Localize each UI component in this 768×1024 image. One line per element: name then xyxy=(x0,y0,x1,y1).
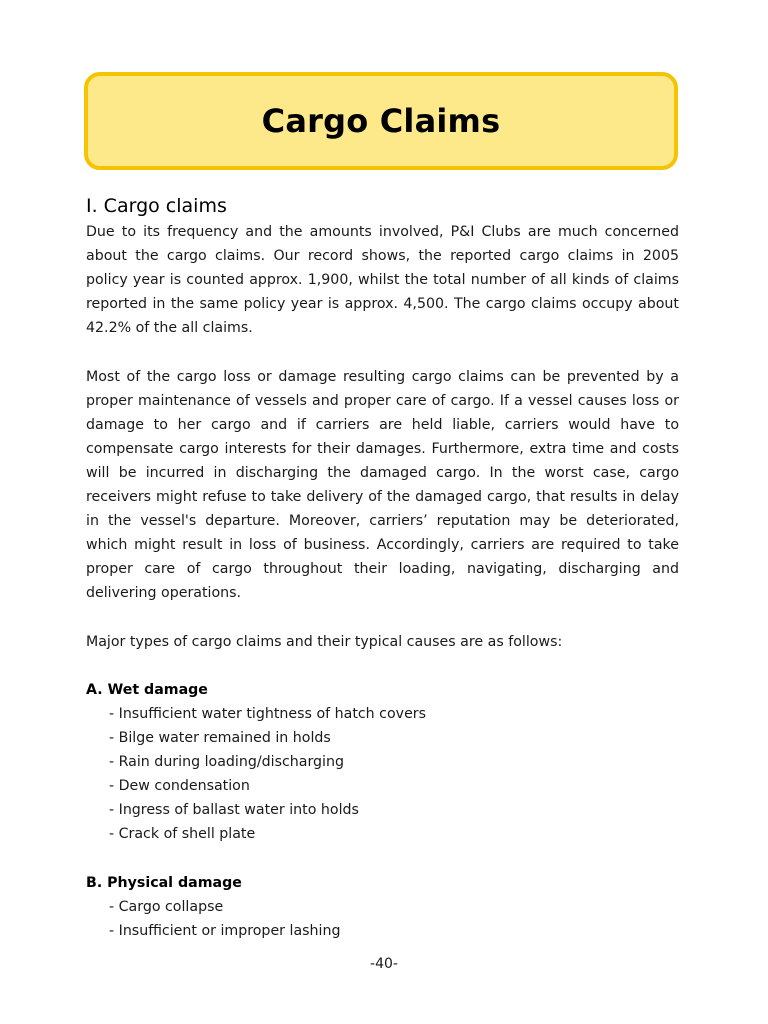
cause-item: - Cargo collapse xyxy=(109,898,224,915)
cause-list xyxy=(86,895,679,943)
cause-list xyxy=(86,702,679,847)
paragraph-spacer xyxy=(86,340,679,364)
cause-item: - Dew condensation xyxy=(109,778,250,795)
page-number: -40- xyxy=(370,956,398,972)
prevention-paragraph: Most of the cargo loss or damage resulting cargo claims can be prevented by a proper maintenance of vessels and proper care of cargo. If a vessel causes loss or damage to her cargo and if carriers are held liable, carriers would have to compensate cargo interests for their damages. Furthermore, extra time and costs will be incurred in discharging the damaged cargo. In the worst case, cargo receivers might refuse to take delivery of the damaged cargo, that results in delay in the vessel's departure. Moreover, carriers’ reputation may be deteriorated, which might result in loss of business. Accordingly, carriers are required to take proper care of cargo throughout their loading, navigating, discharging and delivering operations. xyxy=(86,368,679,602)
cause-item: - Crack of shell plate xyxy=(109,826,256,843)
types-intro-paragraph: Major types of cargo claims and their typical causes are as follows: xyxy=(86,633,563,650)
damage-type-heading: B. Physical damage xyxy=(86,874,242,891)
cause-item: - Rain during loading/discharging xyxy=(109,754,344,771)
main-content xyxy=(86,192,679,943)
cause-item: - Insufficient water tightness of hatch covers xyxy=(109,705,427,722)
cause-item: - Bilge water remained in holds xyxy=(109,729,331,746)
cause-item: - Ingress of ballast water into holds xyxy=(109,802,359,819)
page-title: Cargo Claims xyxy=(261,102,501,140)
intro-paragraph: Due to its frequency and the amounts involved, P&I Clubs are much concerned about the cargo claims. Our record shows, the reported cargo claims in 2005 policy year is counted approx. 1,900, whilst the total number of all kinds of claims reported in the same policy year is approx. 4,500. The cargo claims occupy about 42.2% of the all claims. xyxy=(86,224,679,337)
cause-item: - Insufficient or improper lashing xyxy=(109,922,341,939)
title-box xyxy=(84,72,678,170)
paragraph-spacer xyxy=(86,846,679,870)
damage-type-physical xyxy=(86,871,679,943)
damage-type-heading: A. Wet damage xyxy=(86,681,208,698)
section-heading: I. Cargo claims xyxy=(86,195,227,217)
paragraph-spacer xyxy=(86,654,679,678)
damage-type-wet xyxy=(86,678,679,847)
paragraph-spacer xyxy=(86,606,679,630)
